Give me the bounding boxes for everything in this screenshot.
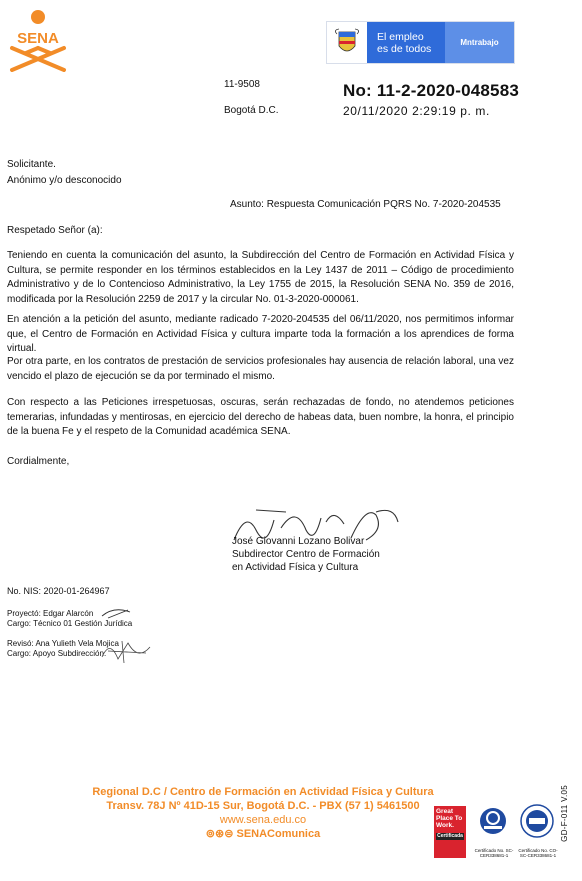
projected-line-1: Proyectó: Edgar Alarcón: [7, 609, 94, 618]
coat-of-arms-icon: [327, 22, 367, 63]
signer-title-1: Subdirector Centro de Formación: [232, 549, 380, 560]
signer-title-2: en Actividad Física y Cultura: [232, 562, 359, 573]
footer-handle: SENAComunica: [236, 828, 321, 840]
salutation: Respetado Señor (a):: [7, 225, 103, 236]
radicado-number: No: 11-2-2020-048583: [343, 81, 520, 100]
body-paragraph-3: Por otra parte, en los contratos de prestación de servicios profesionales hay ausencia de relación laboral, una vez vencido el plazo de ejecución se da por terminado el mismo.: [7, 356, 514, 382]
iqnet-cert-number: Certificado No. CO-SC-CER338681-1: [518, 848, 558, 858]
body-paragraph-4: Con respecto a las Peticiones irrespetuosas, oscuras, serán rechazadas de fondo, no atendemos peticiones temerarias, infundadas y mentirosas, en ejercicio del derecho de habeas data, buen nombre, la honra, el principio de la buena Fe y el respeto de la Comunidad académica SENA.: [7, 397, 514, 437]
document-code: 11-9508: [224, 79, 260, 90]
city: Bogotá D.C.: [224, 105, 279, 116]
footer-website[interactable]: www.sena.edu.co: [219, 814, 307, 826]
nis-number: No. NIS: 2020-01-264967: [7, 586, 110, 596]
logo-text: SENA: [17, 30, 59, 47]
recipient-line-1: Solicitante.: [7, 159, 56, 170]
form-code: GD-F-011 V.05: [560, 785, 569, 842]
footer-social: [58, 827, 468, 841]
icontec-cert-number: Certificado No. SC-CER338681-1: [474, 848, 514, 858]
body-paragraph-1: Teniendo en cuenta la comunicación del asunto, la Subdirección del Centro de Formación en Actividad Física y Cultura, se permite responder en los términos establecidos en la Ley 1437 de 2011 – Código de procedimiento Administrativo y de lo Contencioso Administrativo, la Ley 1755 de 2015, la Resolución SENA No. 359 de 2016, modificada por la Resolución 2259 de 2017 y la circular No. 01-3-2020-000061.: [7, 250, 514, 305]
reviewed-line-1: Revisó: Ana Yulieth Vela Mojica: [7, 639, 119, 648]
great-place-to-work-badge: [434, 806, 466, 858]
signer-name: José Giovanni Lozano Bolivar: [232, 536, 365, 547]
footer-line-2: Transv. 78J Nº 41D-15 Sur, Bogotá D.C. - PBX (57 1) 5461500: [106, 800, 420, 812]
icontec-badge: [478, 806, 508, 841]
projected-line-2: Cargo: Técnico 01 Gestión Jurídica: [7, 619, 133, 628]
radicado-timestamp: 20/11/2020 2:29:19 p. m.: [343, 104, 490, 118]
empleo-de-todos-label: [367, 22, 445, 63]
gptw-cert: Certificada: [437, 833, 463, 839]
initials-scribble-2: [98, 637, 154, 670]
sena-logo: [6, 8, 70, 72]
banner-line-1: El empleo: [377, 30, 424, 43]
government-banner: [326, 21, 515, 64]
body-paragraph-2: En atención a la petición del asunto, mediante radicado 7-2020-204535 del 06/11/2020, nos permitimos informar que, el Centro de Formación en Actividad Física y cultura imparte toda la formación a los aprendices de forma virtual.: [7, 314, 514, 354]
subject-line: Asunto: Respuesta Comunicación PQRS No. 7-2020-204535: [230, 199, 501, 210]
footer-line-1: Regional D.C / Centro de Formación en Actividad Física y Cultura: [92, 786, 434, 798]
social-icons: ⊚⊛⊜: [205, 828, 237, 840]
banner-line-2: es de todos: [377, 42, 432, 55]
recipient-line-2: Anónimo y/o desconocido: [7, 175, 122, 186]
ministry-label: Mntrabajo: [445, 22, 514, 63]
gptw-text: Great Place To Work.: [436, 808, 463, 829]
reviewed-line-2: Cargo: Apoyo Subdirección.: [7, 649, 107, 658]
closing: Cordialmente,: [7, 456, 70, 467]
iqnet-badge: [520, 804, 554, 843]
footer: [58, 785, 468, 841]
initials-scribble-1: [100, 606, 134, 625]
